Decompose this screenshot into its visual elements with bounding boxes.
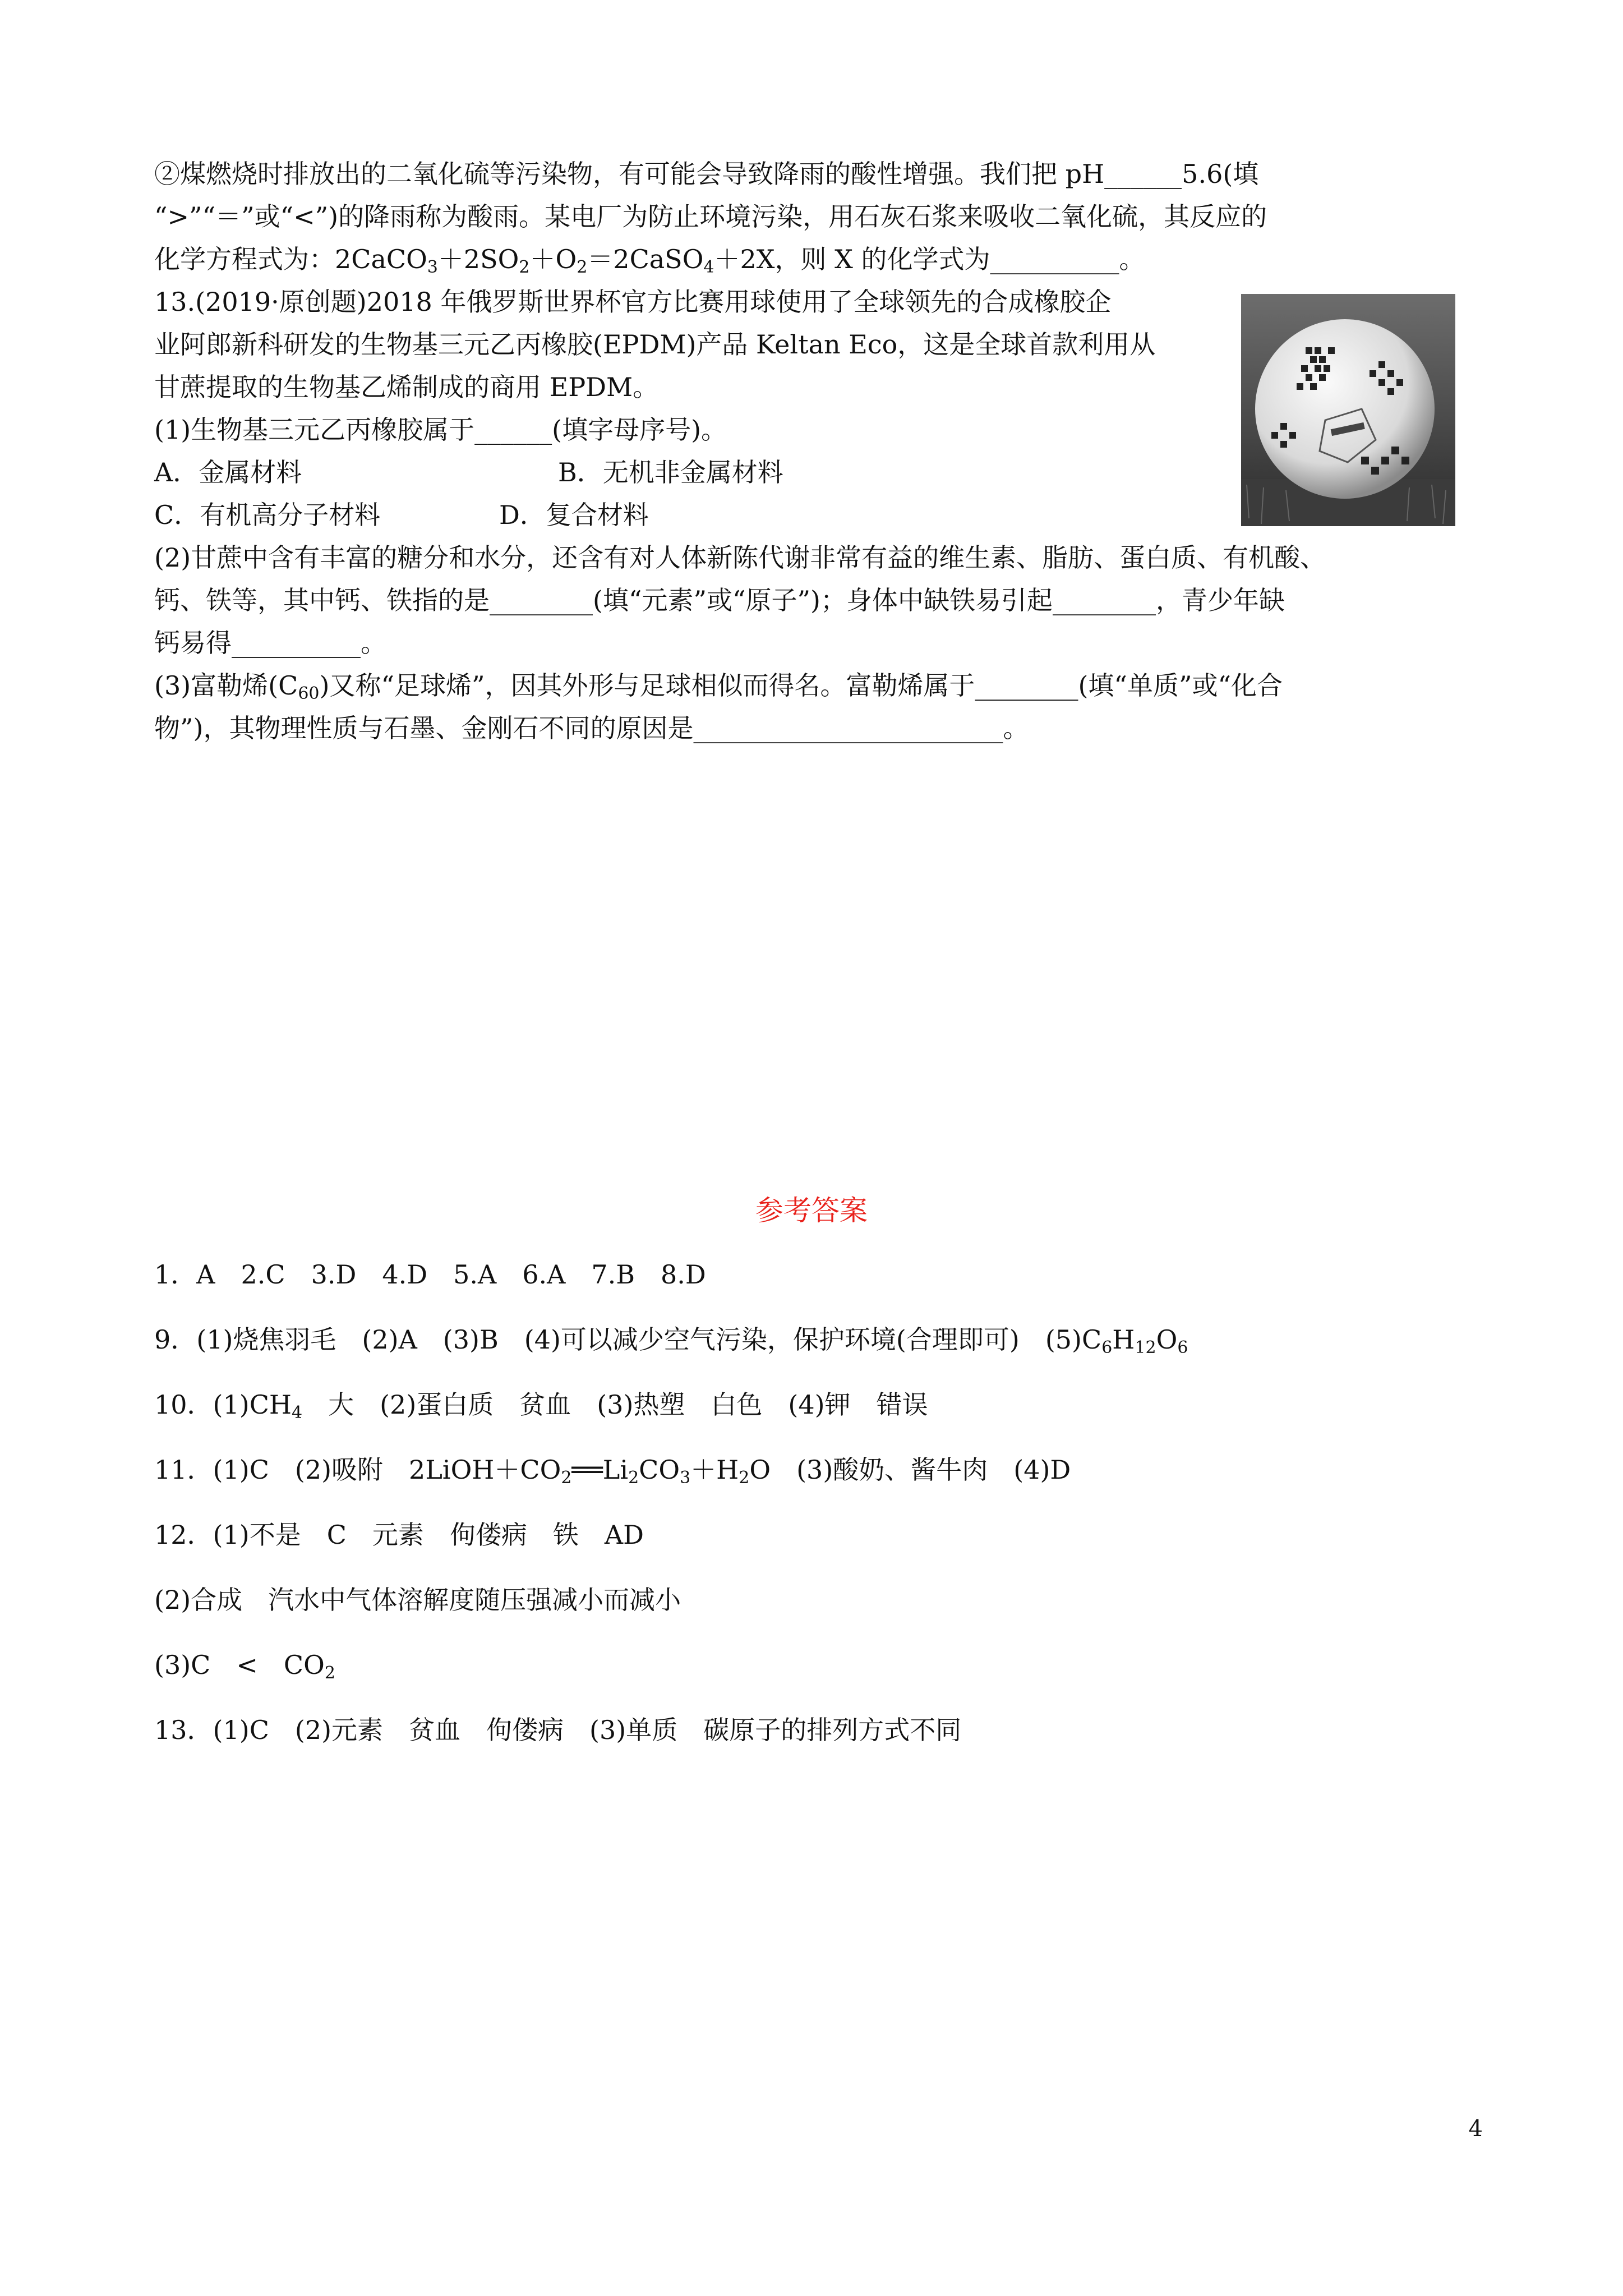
answer-11: 11．(1)C (2)吸附 $2LiOH+CO_2══Li_2CO_3+H_2O$ (3)酸奶、酱牛肉 (4)D bbox=[154, 1455, 1071, 1488]
answer-13: 13．(1)C (2)元素 贫血 佝偻病 (3)单质 碳原子的排列方式不同 bbox=[154, 1715, 962, 1745]
q13-sub3-line-1: (3)富勒烯$(C_{60})$又称“足球烯”，因其外形与足球相似而得名。富勒烯属于________(填“单质”或“化合 bbox=[154, 670, 1283, 703]
q13-option-a: A．金属材料 bbox=[154, 457, 302, 487]
q13-option-d: D．复合材料 bbox=[499, 500, 649, 530]
q12-line-2: “>”“＝”或“<”)的降雨称为酸雨。某电厂为防止环境污染，用石灰石浆来吸收二氧化硫，其反应的 bbox=[154, 201, 1267, 232]
q13-sub2-line-2: 钙、铁等，其中钙、铁指的是________(填“元素”或“原子”)；身体中缺铁易引起________，青少年缺 bbox=[154, 585, 1285, 615]
q13-sub2-line-3: 钙易得__________。 bbox=[154, 628, 386, 658]
q13-sub3-line-2: 物”)，其物理性质与石墨、金刚石不同的原因是________________________。 bbox=[154, 713, 1029, 743]
answer-10: 10．$(1)CH_4$ 大 (2)蛋白质 贫血 (3)热塑 白色 (4)钾 错误 bbox=[154, 1389, 928, 1423]
answer-12-part3: (3)C < $CO_2$ bbox=[154, 1650, 335, 1683]
q13-sub1: (1)生物基三元乙丙橡胶属于______(填字母序号)。 bbox=[154, 415, 727, 445]
q13-sub2-line-1: (2)甘蔗中含有丰富的糖分和水分，还含有对人体新陈代谢非常有益的维生素、脂肪、蛋白质、有机酸、 bbox=[154, 542, 1326, 573]
soccer-ball-photo bbox=[1241, 294, 1455, 526]
page-number: 4 bbox=[1468, 2116, 1483, 2142]
q13-stem-line-1: 13.(2019·原创题)2018 年俄罗斯世界杯官方比赛用球使用了全球领先的合成橡胶企 bbox=[154, 287, 1112, 317]
answers-heading: 参考答案 bbox=[755, 1194, 868, 1227]
q13-option-c: C．有机高分子材料 bbox=[154, 500, 381, 530]
q13-option-b: B．无机非金属材料 bbox=[558, 457, 783, 487]
answer-9: 9．(1)烧焦羽毛 (2)A (3)B (4)可以减少空气污染，保护环境(合理即可) $(5)C_6H_{12}O_6$ bbox=[154, 1324, 1188, 1358]
answer-12-part2: (2)合成 汽水中气体溶解度随压强减小而减小 bbox=[154, 1585, 681, 1615]
q12-line-1: ②煤燃烧时排放出的二氧化硫等污染物，有可能会导致降雨的酸性增强。我们把 pH______5.6(填 bbox=[154, 159, 1259, 189]
q13-stem-line-3: 甘蔗提取的生物基乙烯制成的商用 EPDM。 bbox=[154, 372, 659, 402]
answer-12: 12．(1)不是 C 元素 佝偻病 铁 AD bbox=[154, 1520, 644, 1550]
answer-1-8: 1．A 2.C 3.D 4.D 5.A 6.A 7.B 8.D bbox=[154, 1259, 706, 1290]
q12-equation-line: 化学方程式为：$2CaCO_3+2SO_2+O_2=2CaSO_4+2X$，则 X 的化学式为__________。 bbox=[154, 244, 1145, 277]
q13-stem-line-2: 业阿郎新科研发的生物基三元乙丙橡胶(EPDM)产品 Keltan Eco，这是全球首款利用从 bbox=[154, 329, 1156, 360]
